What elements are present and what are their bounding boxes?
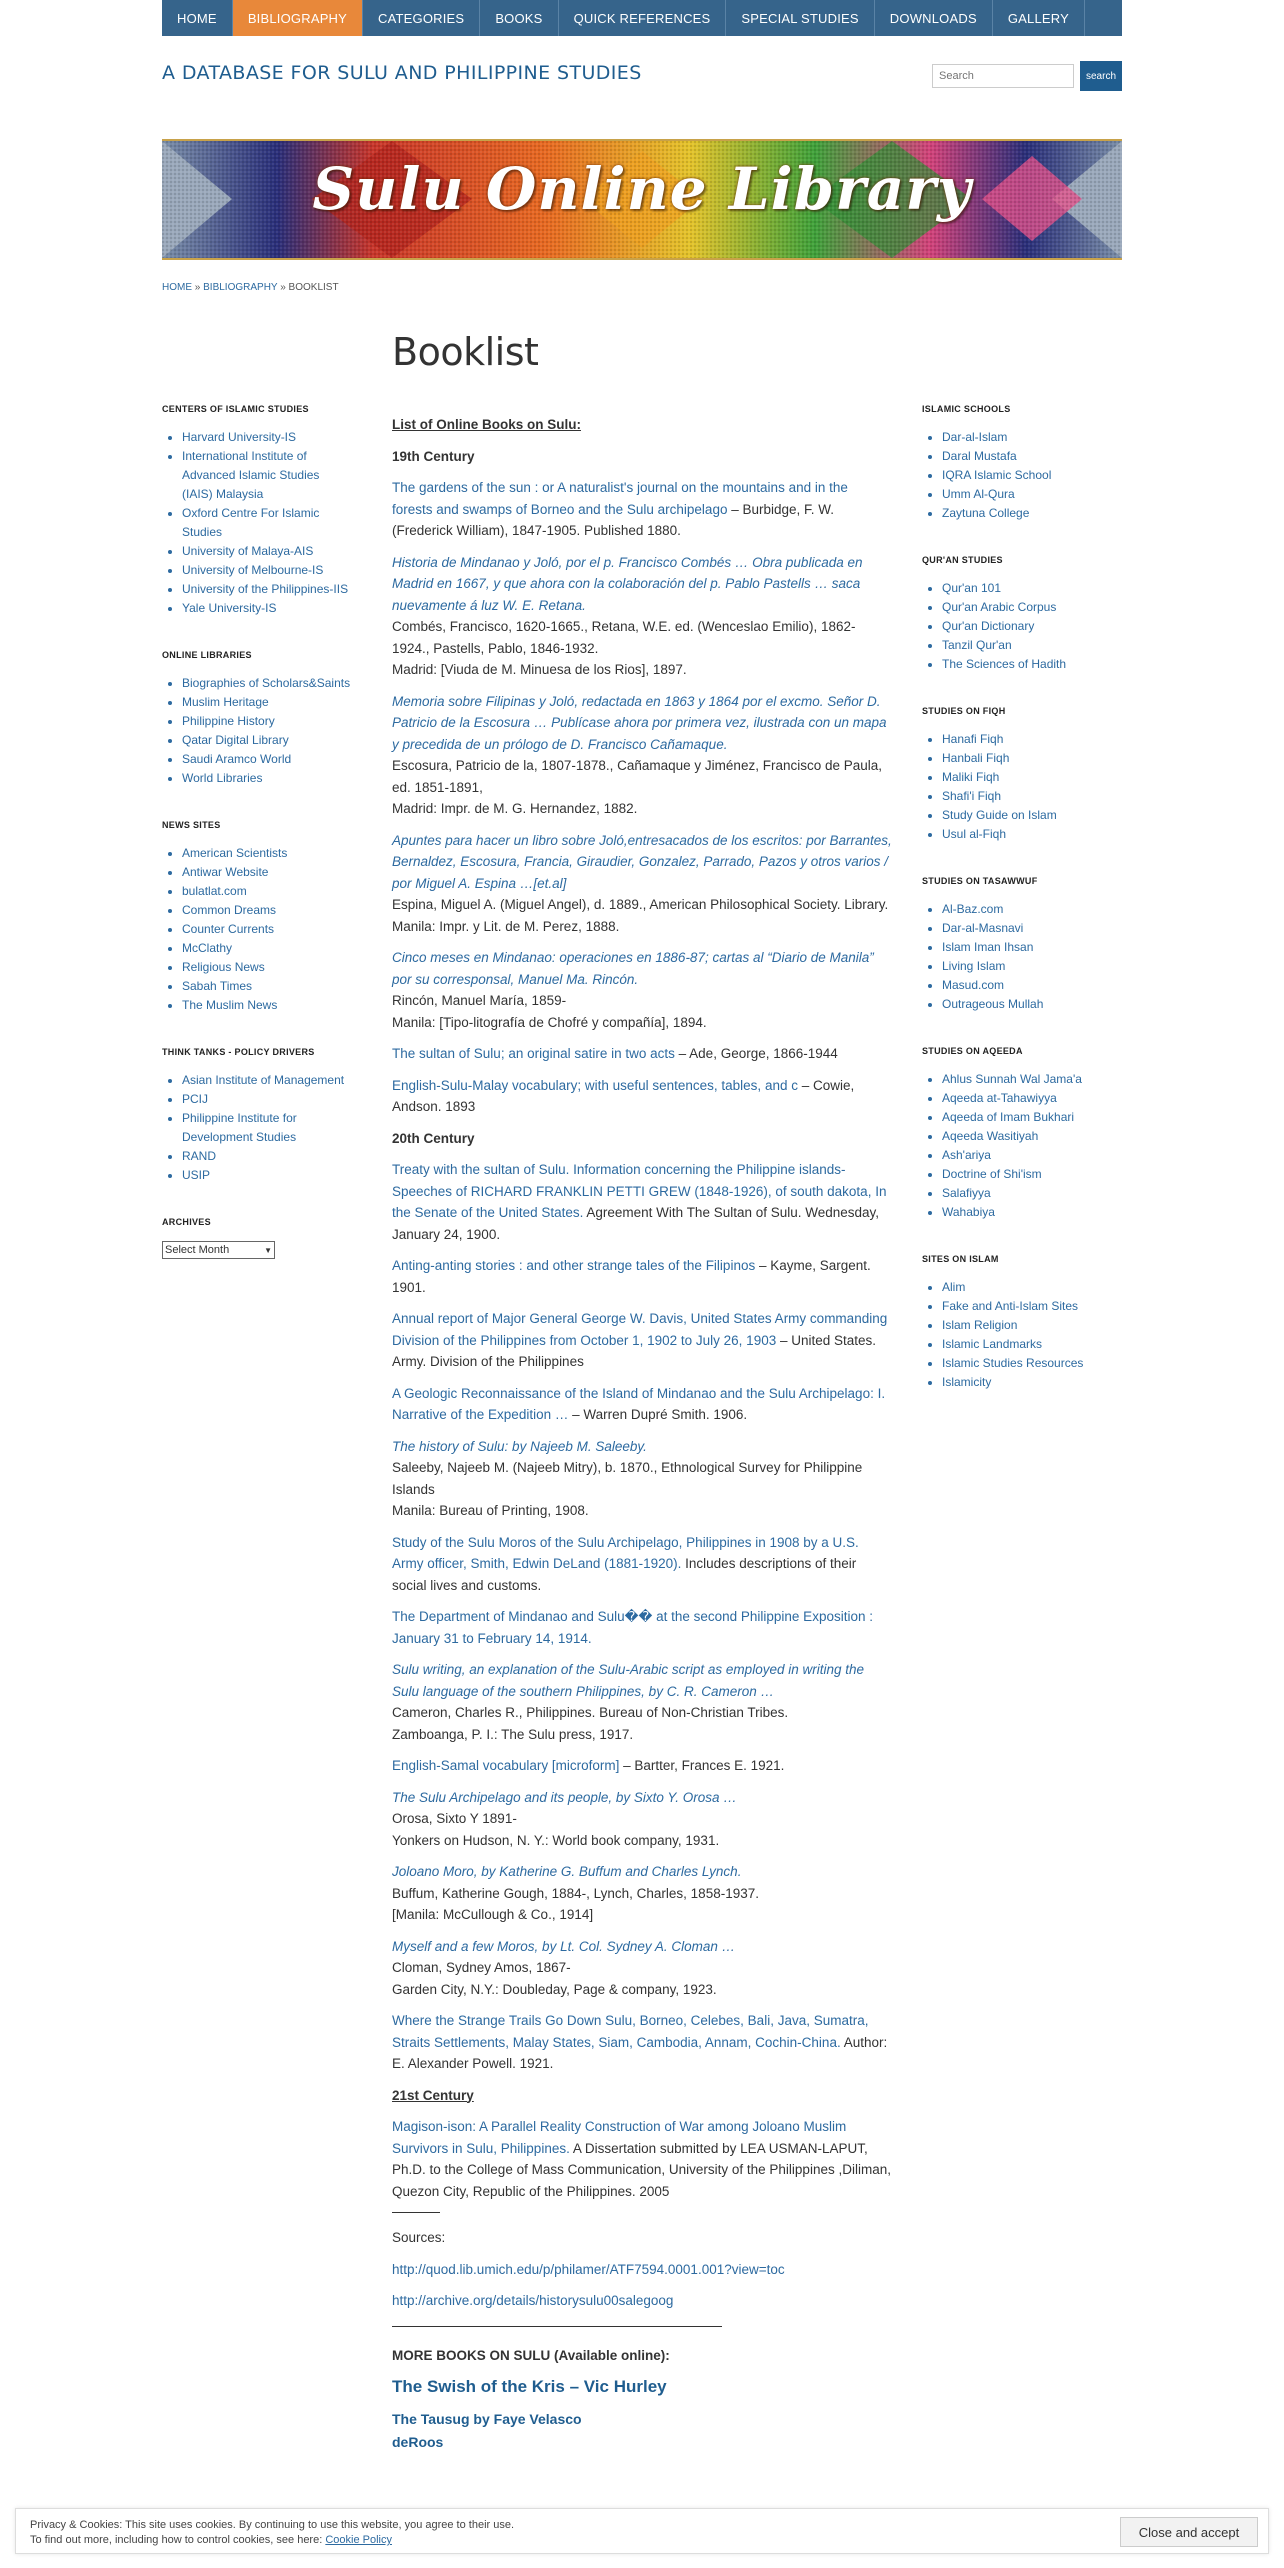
book-entry: English-Sulu-Malay vocabulary; with useful sentences, tables, and c – Cowie, Andson. 1893 — [392, 1077, 855, 1114]
list-item[interactable]: • Sabah Times — [182, 977, 352, 996]
book-link[interactable]: The Sulu Archipelago and its people, by Sixto Y. Orosa … — [392, 1789, 737, 1805]
list-item[interactable]: • Common Dreams — [182, 901, 352, 920]
close-and-accept-button[interactable]: Close and accept — [1120, 2517, 1258, 2547]
book-entry: Sulu writing, an explanation of the Sulu-Arabic script as employed in writing the Sulu language of the southern Philippines, by C. R. Cameron … Cameron, Charles R., Philippines. Bureau of Non-Christian Tribes. Zamboanga, P. I.: The Sulu press, 1917. — [392, 1662, 864, 1742]
list-item[interactable]: • Shafi'i Fiqh — [942, 787, 1122, 806]
book-entry: Magison-ison: A Parallel Reality Construction of War among Joloano Muslim Survivors in Sulu, Philippines. A Dissertation submitted by LEA USMAN-LAPUT, Ph.D. to the College of Mass Communication, University of the Philippines ,Diliman, Quezon City, Republic of the Philippines. 2005 — [392, 2119, 891, 2199]
list-item[interactable]: • Usul al-Fiqh — [942, 825, 1122, 844]
list-item[interactable]: • Masud.com — [942, 976, 1122, 995]
book-entry: Annual report of Major General George W. Davis, United States Army commanding Division of the Philippines from October 1, 1902 to July 26, 1903 – United States. Army. Division of the Philippines — [392, 1311, 888, 1369]
list-item[interactable]: • Maliki Fiqh — [942, 768, 1122, 787]
list-item[interactable]: • USIP — [182, 1166, 352, 1185]
book-entry — [392, 1606, 892, 1649]
widget-title: SITES ON ISLAM — [922, 1254, 999, 1264]
list-item[interactable]: • Alim — [942, 1278, 1122, 1297]
list-item[interactable]: • Saudi Aramco World — [182, 750, 352, 769]
nav-books[interactable]: BOOKS — [480, 0, 558, 36]
breadcrumb-separator: » — [277, 282, 289, 293]
site-title[interactable]: A DATABASE FOR SULU AND PHILIPPINE STUDIES — [162, 62, 642, 84]
list-item[interactable]: • bulatlat.com — [182, 882, 352, 901]
widget-title: THINK TANKS - POLICY DRIVERS — [162, 1047, 315, 1057]
list-item[interactable]: • Aqeeda Wasitiyah — [942, 1127, 1122, 1146]
list-item[interactable]: • Qur'an 101 — [942, 579, 1122, 598]
widget-fiqh — [922, 706, 1122, 844]
list-item[interactable]: • Religious News — [182, 958, 352, 977]
nav-gallery[interactable]: GALLERY — [993, 0, 1085, 36]
list-item[interactable]: • American Scientists — [182, 844, 352, 863]
list-item[interactable]: • Oxford Centre For Islamic Studies — [182, 504, 352, 542]
list-item[interactable]: • Ash'ariya — [942, 1146, 1122, 1165]
entry-content — [392, 414, 892, 2454]
widget-title: STUDIES ON AQEEDA — [922, 1046, 1023, 1056]
right-sidebar — [922, 404, 1122, 1424]
cookie-line-2: To find out more, including how to control cookies, see here: — [30, 2534, 326, 2546]
banner-title: Sulu Online Library — [312, 155, 972, 223]
list-item[interactable]: • Study Guide on Islam — [942, 806, 1122, 825]
more-book-link[interactable]: The Tausug by Faye Velasco — [392, 2410, 582, 2427]
main-nav — [162, 0, 1122, 36]
list-item[interactable]: • The Sciences of Hadith — [942, 655, 1122, 674]
list-item[interactable]: • The Muslim News — [182, 996, 352, 1015]
widget-title: ISLAMIC SCHOOLS — [922, 404, 1011, 414]
nav-bibliography[interactable]: BIBLIOGRAPHY — [233, 0, 363, 36]
list-item[interactable]: • Biographies of Scholars&Saints — [182, 674, 352, 693]
header-banner[interactable] — [162, 139, 1122, 260]
list-item[interactable]: • McClathy — [182, 939, 352, 958]
book-link[interactable]: The gardens of the sun : or A naturalist's journal on the mountains and in the forests and swamps of Borneo and the Sulu archipelago — [392, 480, 848, 517]
cookie-text — [30, 2518, 514, 2548]
more-book-link[interactable]: The Swish of the Kris – Vic Hurley — [392, 2377, 667, 2396]
more-book-link[interactable]: deRoos — [392, 2434, 444, 2450]
list-item[interactable]: • Islamic Landmarks — [942, 1335, 1122, 1354]
list-item[interactable]: • RAND — [182, 1147, 352, 1166]
list-item[interactable]: • University of the Philippines-IIS — [182, 580, 352, 599]
book-entry: A Geologic Reconnaissance of the Island of Mindanao and the Sulu Archipelago: I. Narrative of the Expedition … – Warren Dupré Smith. 1906. — [392, 1385, 886, 1422]
book-link[interactable]: Joloano Moro, by Katherine G. Buffum and Charles Lynch. — [392, 1864, 742, 1879]
list-item[interactable]: • Asian Institute of Management — [182, 1071, 352, 1090]
book-entry: Treaty with the sultan of Sulu. Information concerning the Philippine islands- Speeches of RICHARD FRANKLIN PETTI GREW (1848-1926), of south dakota, In the Senate of the United States. Agreement With The Sultan of Sulu. Wednesday, January 24, 1900. — [392, 1162, 887, 1242]
cookie-banner — [15, 2508, 1269, 2554]
list-item[interactable]: • Philippine Institute for Development Studies — [182, 1109, 352, 1147]
list-item[interactable]: • Counter Currents — [182, 920, 352, 939]
section-heading: 20th Century — [392, 1130, 475, 1146]
list-item[interactable]: • Islam Religion — [942, 1316, 1122, 1335]
book-link[interactable]: Memoria sobre Filipinas y Joló, redactada en 1863 y 1864 por el excmo. Señor D. Patricio de la Escosura … Publícase ahora por primera vez, ilustrada con un mapa y precedida de un prólogo de D. Francisco Cañamaque. — [392, 693, 887, 752]
list-item[interactable]: • Outrageous Mullah — [942, 995, 1122, 1014]
list-item[interactable]: • Qatar Digital Library — [182, 731, 352, 750]
list-item[interactable]: • Yale University-IS — [182, 599, 352, 618]
more-books-heading: MORE BOOKS ON SULU (Available online): — [392, 2347, 670, 2363]
widget-schools — [922, 404, 1122, 523]
breadcrumb-bibliography[interactable]: BIBLIOGRAPHY — [203, 282, 278, 293]
widget-centers — [162, 404, 352, 618]
book-link[interactable]: Study of the Sulu Moros of the Sulu Archipelago, Philippines in 1908 by a U.S. Army officer, Smith, Edwin DeLand (1881-1920). — [392, 1534, 859, 1571]
list-item[interactable]: • Qur'an Arabic Corpus — [942, 598, 1122, 617]
list-item[interactable]: • Al-Baz.com — [942, 900, 1122, 919]
book-link[interactable]: A Geologic Reconnaissance of the Island of Mindanao and the Sulu Archipelago: I. Narrative of the Expedition … — [392, 1385, 886, 1422]
search-form — [932, 64, 1122, 91]
book-entry: The sultan of Sulu; an original satire in two acts – Ade, George, 1866-1944 — [392, 1046, 838, 1061]
section-heading: 19th Century — [392, 448, 475, 464]
widget-libraries — [162, 650, 352, 788]
widget-sites — [922, 1254, 1122, 1392]
book-link[interactable]: Myself and a few Moros, by Lt. Col. Sydney A. Cloman … — [392, 1938, 736, 1954]
book-link[interactable]: English-Samal vocabulary [microform] — [392, 1758, 620, 1773]
list-item[interactable]: • Wahabiya — [942, 1203, 1122, 1222]
book-entry: Apuntes para hacer un libro sobre Joló,entresacados de los escritos: por Barrantes, Bernaldez, Escosura, Francia, Giraudier, Gonzalez, Parrado, Pazos y otros varios / por Miguel A. Espina …[et.al] Espina, Miguel A. (Miguel Angel), d. 1889., American Philosophical Society. Library. Manila: Impr. y Lit. de M. Perez, 1888. — [392, 832, 892, 934]
book-entry: The gardens of the sun : or A naturalist's journal on the mountains and in the forests and swamps of Borneo and the Sulu archipelago – Burbidge, F. W. (Frederick William), 1847-1905. Published 1880. — [392, 480, 848, 538]
list-item[interactable]: • Ahlus Sunnah Wal Jama'a — [942, 1070, 1122, 1089]
widget-title: ONLINE LIBRARIES — [162, 650, 252, 660]
book-link[interactable]: Historia de Mindanao y Joló, por el p. Francisco Combés … Obra publicada en Madrid en 1667, y que ahora con la colaboración del p. Pablo Pastells … saca nuevamente á luz W. E. Retana. — [392, 554, 863, 613]
book-link[interactable]: Annual report of Major General George W. Davis, United States Army commanding Division of the Philippines from October 1, 1902 to July 26, 1903 — [392, 1311, 888, 1348]
nav-downloads[interactable]: DOWNLOADS — [875, 0, 993, 36]
list-item[interactable]: • Hanbali Fiqh — [942, 749, 1122, 768]
book-link[interactable]: The sultan of Sulu; an original satire in two acts — [392, 1046, 675, 1061]
book-link[interactable]: Magison-ison: A Parallel Reality Construction of War among Joloano Muslim Survivors in Sulu, Philippines. — [392, 2119, 847, 2156]
list-item[interactable]: • Islamicity — [942, 1373, 1122, 1392]
list-item[interactable]: • Dar-al-Islam — [942, 428, 1122, 447]
list-item[interactable]: • Philippine History — [182, 712, 352, 731]
book-link[interactable]: Treaty with the sultan of Sulu. Information concerning the Philippine islands- Speeches of RICHARD FRANKLIN PETTI GREW (1848-1926), of south dakota, In the Senate of the United States. — [392, 1162, 887, 1220]
divider — [392, 2212, 440, 2213]
book-entry: Myself and a few Moros, by Lt. Col. Sydney A. Cloman … Cloman, Sydney Amos, 1867- Garden City, N.Y.: Doubleday, Page & company, 1923. — [392, 1938, 736, 1997]
widget-quran — [922, 555, 1122, 674]
page-title: Booklist — [392, 330, 539, 374]
breadcrumb-separator: » — [192, 282, 204, 293]
list-item[interactable]: • Aqeeda of Imam Bukhari — [942, 1108, 1122, 1127]
book-link[interactable]: Sulu writing, an explanation of the Sulu-Arabic script as employed in writing the Sulu language of the southern Philippines, by C. R. Cameron … — [392, 1662, 864, 1699]
list-item[interactable]: • Islam Iman Ihsan — [942, 938, 1122, 957]
chevron-down-icon: ▼ — [264, 1245, 272, 1255]
list-item[interactable]: • Tanzil Qur'an — [942, 636, 1122, 655]
widget-news — [162, 820, 352, 1015]
book-entry: Study of the Sulu Moros of the Sulu Archipelago, Philippines in 1908 by a U.S. Army officer, Smith, Edwin DeLand (1881-1920). Includes descriptions of their social lives and customs. — [392, 1534, 859, 1593]
list-item[interactable]: • Fake and Anti-Islam Sites — [942, 1297, 1122, 1316]
book-link[interactable]: English-Sulu-Malay vocabulary; with useful sentences, tables, and c — [392, 1077, 798, 1093]
widget-title: STUDIES ON TASAWWUF — [922, 876, 1038, 886]
nav-categories[interactable]: CATEGORIES — [363, 0, 480, 36]
book-entry: Joloano Moro, by Katherine G. Buffum and Charles Lynch. Buffum, Katherine Gough, 1884-, Lynch, Charles, 1858-1937. [Manila: McCullough & Co., 1914] — [392, 1864, 759, 1922]
cookie-line-1: Privacy & Cookies: This site uses cookies. By continuing to use this website, you agree to their use. — [30, 2519, 515, 2531]
list-item[interactable]: • Salafiyya — [942, 1184, 1122, 1203]
widget-aqeeda — [922, 1046, 1122, 1222]
cookie-policy-link[interactable]: Cookie Policy — [325, 2534, 392, 2546]
book-entry: Anting-anting stories : and other strange tales of the Filipinos – Kayme, Sargent. 1901. — [392, 1258, 871, 1295]
book-entry: The Sulu Archipelago and its people, by Sixto Y. Orosa … Orosa, Sixto Y 1891- Yonkers on Hudson, N. Y.: World book company, 1931. — [392, 1789, 737, 1848]
book-link[interactable]: Apuntes para hacer un libro sobre Joló,entresacados de los escritos: por Barrantes, Bernaldez, Escosura, Francia, Giraudier, Gonzalez, Parrado, Pazos y otros varios / por Miguel A. Espina …[et.al] — [392, 832, 892, 891]
source-link[interactable]: http://quod.lib.umich.edu/p/philamer/ATF7594.0001.001?view=toc — [392, 2261, 785, 2277]
book-entry: English-Samal vocabulary [microform] – Bartter, Frances E. 1921. — [392, 1758, 785, 1773]
list-item[interactable]: • Hanafi Fiqh — [942, 730, 1122, 749]
source-link[interactable]: http://archive.org/details/historysulu00salegoog — [392, 2293, 674, 2308]
list-item[interactable]: • IQRA Islamic School — [942, 466, 1122, 485]
widget-archives — [162, 1217, 352, 1259]
book-entry: Cinco meses en Mindanao: operaciones en 1886-87; cartas al “Diario de Manila” por su corresponsal, Manuel Ma. Rincón. Rincón, Manuel María, 1859- Manila: [Tipo-litografía de Chofré y compañía], 1894. — [392, 950, 874, 1030]
book-entry: Where the Strange Trails Go Down Sulu, Borneo, Celebes, Bali, Java, Sumatra, Straits Settlements, Malay States, Siam, Cambodia, Annam, Cochin-China. Author: E. Alexander Powell. 1921. — [392, 2013, 888, 2071]
book-link[interactable]: Anting-anting stories : and other strange tales of the Filipinos — [392, 1258, 756, 1273]
left-sidebar — [162, 404, 352, 1291]
archives-select[interactable] — [162, 1241, 275, 1259]
breadcrumb-home[interactable]: HOME — [162, 282, 192, 293]
list-item[interactable]: • Islamic Studies Resources — [942, 1354, 1122, 1373]
search-button[interactable]: search — [1080, 61, 1122, 91]
list-item[interactable]: • Qur'an Dictionary — [942, 617, 1122, 636]
list-item[interactable]: • International Institute of Advanced Islamic Studies (IAIS) Malaysia — [182, 447, 352, 504]
list-item[interactable]: • World Libraries — [182, 769, 352, 788]
list-item[interactable]: • University of Malaya-AIS — [182, 542, 352, 561]
book-entry: Memoria sobre Filipinas y Joló, redactada en 1863 y 1864 por el excmo. Señor D. Patricio de la Escosura … Publícase ahora por primera vez, ilustrada con un mapa y precedida de un prólogo de D. Francisco Cañamaque. Escosura, Patricio de la, 1807-1878., Cañamaque y Jiménez, Francisco de Paula, ed. 1851-1891, Madrid: Impr. de M. G. Hernandez, 1882. — [392, 693, 887, 816]
widget-title: CENTERS OF ISLAMIC STUDIES — [162, 404, 309, 414]
widget-title: QUR'AN STUDIES — [922, 555, 1003, 565]
list-item[interactable]: • PCIJ — [182, 1090, 352, 1109]
book-link[interactable]: The history of Sulu: by Najeeb M. Saleeby. — [392, 1438, 647, 1454]
widget-title: STUDIES ON FIQH — [922, 706, 1006, 716]
book-entry: The history of Sulu: by Najeeb M. Saleeby. Saleeby, Najeeb M. (Najeeb Mitry), b. 1870., Ethnological Survey for Philippine Islands Manila: Bureau of Printing, 1908. — [392, 1438, 863, 1518]
list-item[interactable]: • Antiwar Website — [182, 863, 352, 882]
list-item[interactable]: • Daral Mustafa — [942, 447, 1122, 466]
list-heading: List of Online Books on Sulu: — [392, 417, 581, 432]
list-item[interactable]: • Living Islam — [942, 957, 1122, 976]
book-link[interactable]: The Department of Mindanao and Sulu�� at the second Philippine Exposition : January 31 to February 14, 1914. — [392, 1609, 873, 1646]
nav-home[interactable]: HOME — [162, 0, 233, 36]
book-link[interactable]: Where the Strange Trails Go Down Sulu, Borneo, Celebes, Bali, Java, Sumatra, Straits Settlements, Malay States, Siam, Cambodia, Annam, Cochin-China. — [392, 2013, 869, 2050]
main-content — [392, 330, 892, 2464]
list-item[interactable]: • Harvard University-IS — [182, 428, 352, 447]
widget-tasawwuf — [922, 876, 1122, 1014]
list-item[interactable]: • Dar-al-Masnavi — [942, 919, 1122, 938]
archives-select-value: Select Month — [165, 1244, 230, 1256]
widget-think-tanks — [162, 1047, 352, 1185]
list-item[interactable]: • University of Melbourne-IS — [182, 561, 352, 580]
section-heading: 21st Century — [392, 2087, 474, 2103]
list-item[interactable]: • Umm Al-Qura — [942, 485, 1122, 504]
list-item[interactable]: • Muslim Heritage — [182, 693, 352, 712]
book-link[interactable]: Cinco meses en Mindanao: operaciones en 1886-87; cartas al “Diario de Manila” por su corresponsal, Manuel Ma. Rincón. — [392, 950, 874, 987]
list-item[interactable]: • Zaytuna College — [942, 504, 1122, 523]
divider — [392, 2326, 722, 2327]
list-item[interactable]: • Aqeeda at-Tahawiyya — [942, 1089, 1122, 1108]
nav-quick-references[interactable]: QUICK REFERENCES — [559, 0, 727, 36]
widget-title: NEWS SITES — [162, 820, 221, 830]
widget-title: ARCHIVES — [162, 1217, 211, 1227]
sources-label: Sources: — [392, 2230, 446, 2245]
breadcrumb-current: BOOKLIST — [288, 282, 339, 293]
nav-special-studies[interactable]: SPECIAL STUDIES — [726, 0, 874, 36]
search-input[interactable] — [932, 64, 1074, 88]
breadcrumb — [162, 282, 339, 293]
list-item[interactable]: • Doctrine of Shi'ism — [942, 1165, 1122, 1184]
book-entry: Historia de Mindanao y Joló, por el p. Francisco Combés … Obra publicada en Madrid en 1667, y que ahora con la colaboración del p. Pablo Pastells … saca nuevamente á luz W. E. Retana. Combés, Francisco, 1620-1665., Retana, W.E. ed. (Wenceslao Emilio), 1862-1924., Pastells, Pablo, 1846-1932. Madrid: [Viuda de M. Minuesa de los Rios], 1897. — [392, 554, 863, 677]
